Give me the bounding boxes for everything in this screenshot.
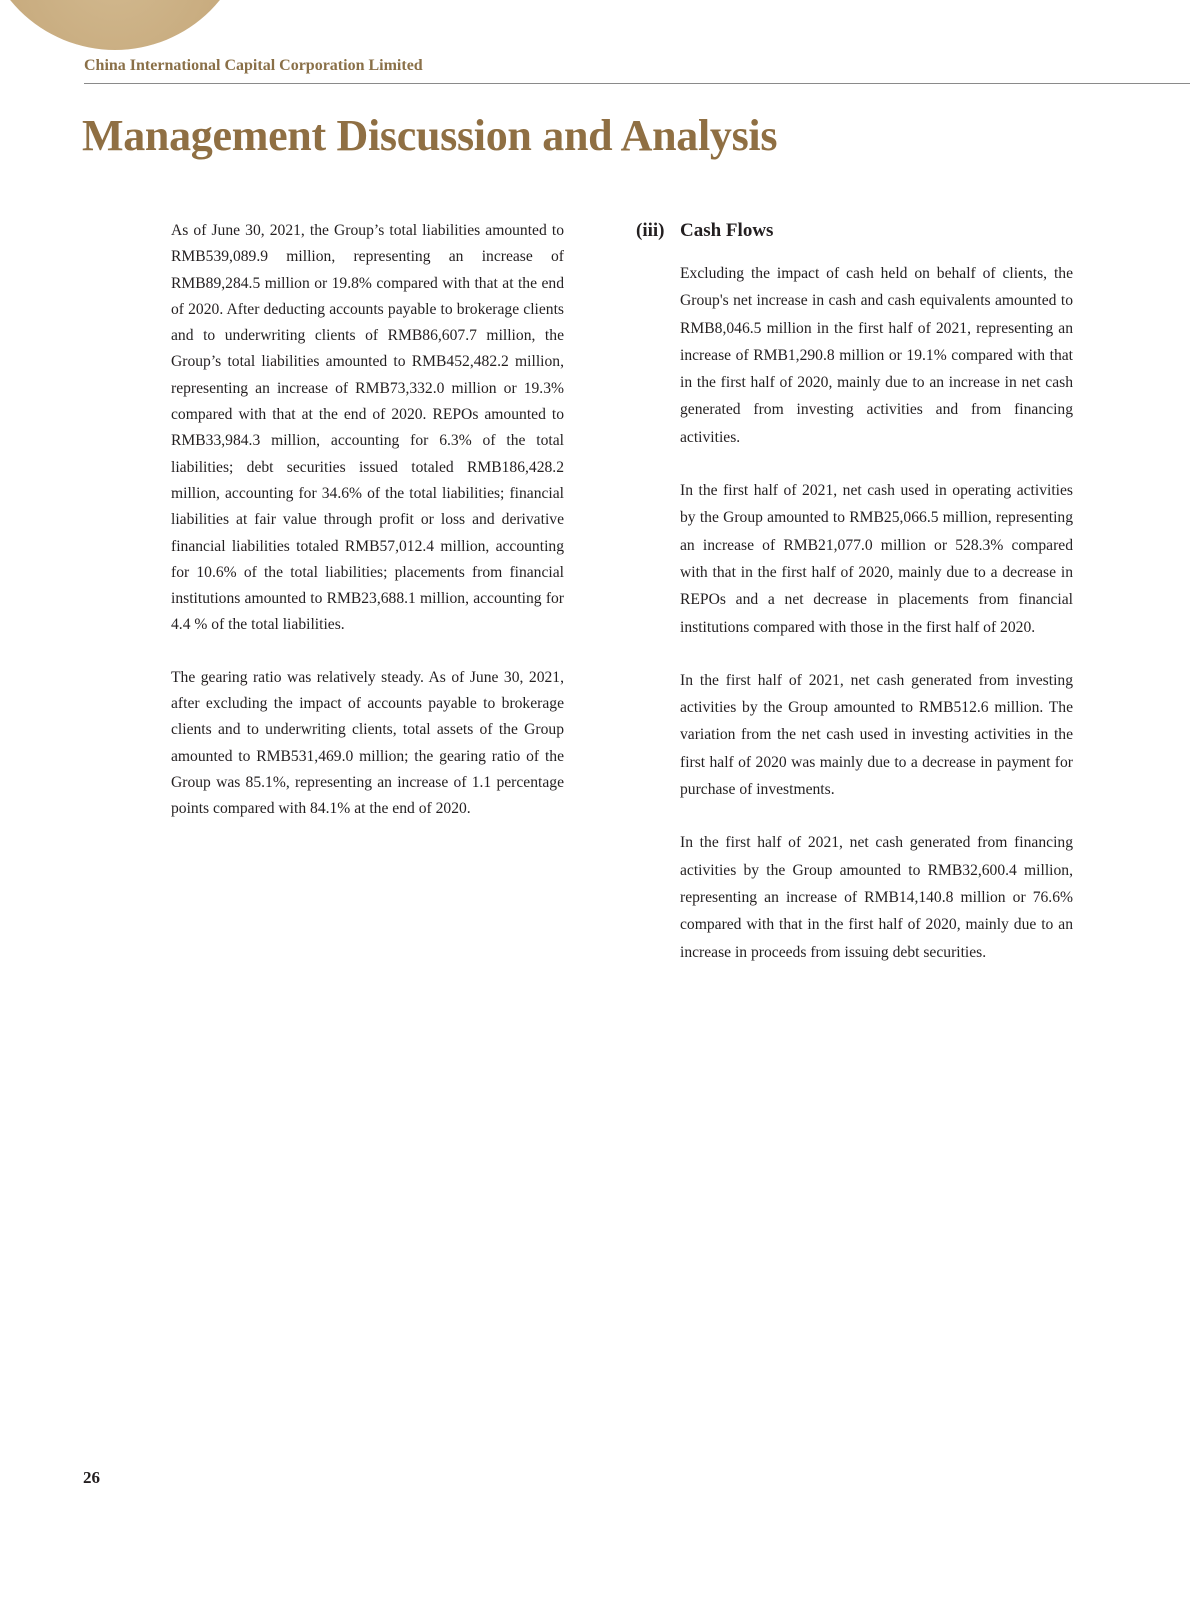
page-number: 26 bbox=[83, 1468, 100, 1487]
paragraph: In the first half of 2021, net cash used in operating activities by the Group amounted to RMB25,066.5 million, representing an increase of RMB21,077.0 million or 528.3% compared with that in the first half of 2020, mainly due to a decrease in REPOs and a net decrease in placements from financial institutions compared with those in the first half of 2020. bbox=[680, 482, 1073, 636]
paragraph: In the first half of 2021, net cash generated from financing activities by the Group amounted to RMB32,600.4 million, representing an increase of RMB14,140.8 million or 76.6% compared with that in the first half of 2020, mainly due to an increase in proceeds from issuing debt securities. bbox=[680, 834, 1073, 961]
header-divider bbox=[84, 83, 1190, 84]
right-column bbox=[680, 260, 1073, 992]
paragraph: Excluding the impact of cash held on behalf of clients, the Group's net increase in cash and cash equivalents amounted to RMB8,046.5 million in the first half of 2021, representing an increase of RMB1,290.8 million or 19.1% compared with that in the first half of 2020, mainly due to an increase in net cash generated from investing activities and from financing activities. bbox=[680, 265, 1073, 446]
page-title: Management Discussion and Analysis bbox=[82, 111, 778, 160]
section-heading bbox=[636, 220, 773, 242]
decorative-seal bbox=[0, 0, 250, 50]
paragraph: The gearing ratio was relatively steady. As of June 30, 2021, after excluding the impact of accounts payable to brokerage clients and to underwriting clients, total assets of the Group amounted to RMB531,469.0 million; the gearing ratio of the Group was 85.1%, representing an increase of 1.1 percentage points compared with 84.1% at the end of 2020. bbox=[171, 668, 564, 818]
left-column bbox=[171, 218, 564, 849]
company-name: China International Capital Corporation Limited bbox=[84, 57, 423, 74]
section-title: Cash Flows bbox=[680, 220, 774, 241]
section-number: (iii) bbox=[636, 220, 665, 241]
paragraph: In the first half of 2021, net cash generated from investing activities by the Group amounted to RMB512.6 million. The variation from the net cash used in investing activities in the first half of 2020 was mainly due to a decrease in payment for purchase of investments. bbox=[680, 671, 1073, 799]
paragraph: As of June 30, 2021, the Group’s total liabilities amounted to RMB539,089.9 million, representing an increase of RMB89,284.5 million or 19.8% compared with that at the end of 2020. After deducting accounts payable to brokerage clients and to underwriting clients of RMB86,607.7 million, the Group’s total liabilities amounted to RMB452,482.2 million, representing an increase of RMB73,332.0 million or 19.3% compared with that at the end of 2020. REPOs amounted to RMB33,984.3 million, accounting for 6.3% of the total liabilities; debt securities issued totaled RMB186,428.2 million, accounting for 34.6% of the total liabilities; financial liabilities at fair value through profit or loss and derivative financial liabilities totaled RMB57,012.4 million, accounting for 10.6% of the total liabilities; placements from financial institutions amounted to RMB23,688.1 million, accounting for 4.4 % of the total liabilities. bbox=[171, 222, 564, 634]
